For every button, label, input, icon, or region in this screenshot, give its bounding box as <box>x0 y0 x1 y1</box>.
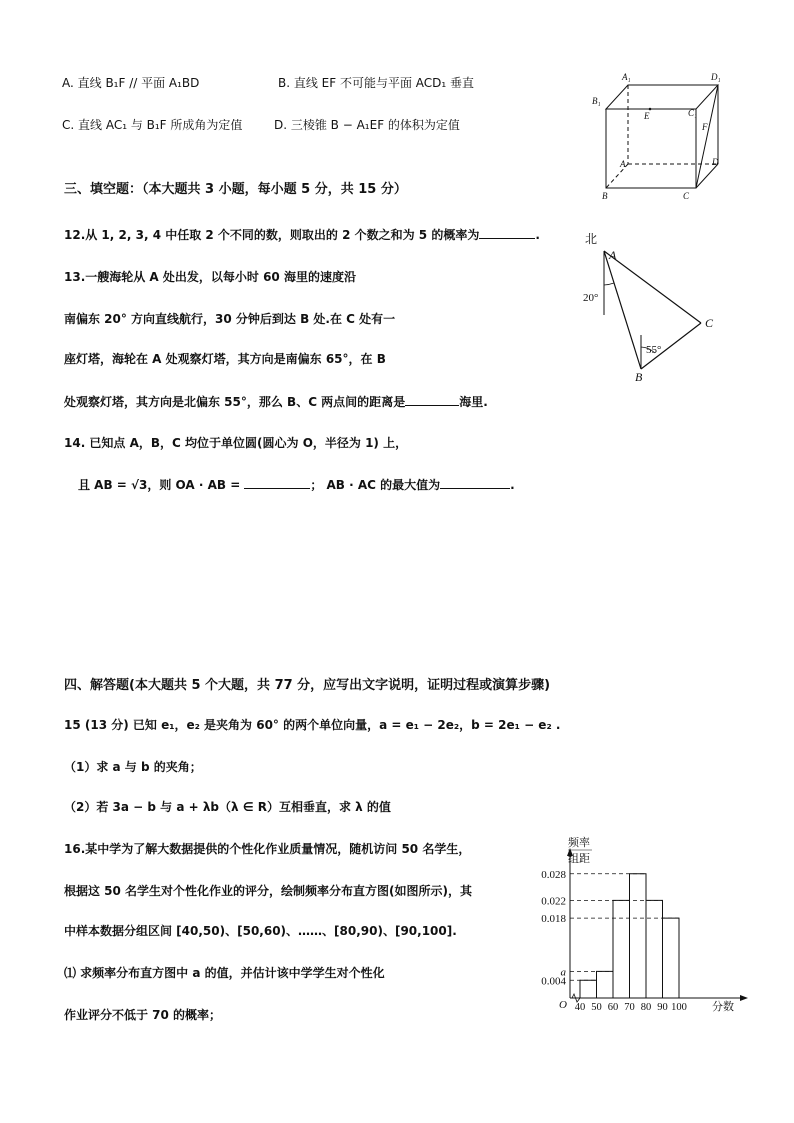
q15-part1: （1）求 a 与 b 的夹角； <box>64 760 202 774</box>
q16-line1: 16.某中学为了解大数据提供的个性化作业质量情况，随机访问 50 名学生， <box>64 842 471 856</box>
histogram-bar <box>613 900 630 998</box>
q16-line4: ⑴ 求频率分布直方图中 a 的值，并估计该中学学生对个性化 <box>64 966 385 980</box>
point-e <box>649 108 652 111</box>
x-tick-label: 100 <box>671 1002 687 1013</box>
q14-line2 <box>78 476 515 493</box>
q13-line4 <box>64 393 488 410</box>
label-north: 北 <box>585 232 598 246</box>
q13-line3: 座灯塔，海轮在 A 处观察灯塔，其方向是南偏东 65°，在 B <box>64 352 386 366</box>
q14-answer-blank-2[interactable] <box>440 476 510 489</box>
y-axis-label-bottom: 组距 <box>568 853 590 865</box>
x-tick-label: 80 <box>640 1002 652 1013</box>
label-d1: D₁ <box>711 72 721 82</box>
q14-line2-mid: ； AB · AC 的最大值为 <box>310 478 441 492</box>
section4-title: 四、解答题(本大题共 5 个大题，共 77 分，应写出文字说明，证明过程或演算步骤) <box>64 678 551 693</box>
x-tick-label: 50 <box>591 1002 602 1013</box>
q11-option-a: A. 直线 B₁F // 平面 A₁BD <box>62 76 200 90</box>
q15-part2: （2）若 3a − b 与 a + λb（λ ∈ R）互相垂直，求 λ 的值 <box>64 800 391 814</box>
label-angle-20: 20° <box>583 292 599 304</box>
nav-label-b: B <box>635 370 643 384</box>
histogram-bar <box>646 900 663 998</box>
label-b: B <box>602 191 608 201</box>
y-tick-label: 0.018 <box>541 913 566 926</box>
cube-top-face <box>606 85 718 109</box>
cube-diagonal-cd1 <box>696 85 718 188</box>
navigation-figure <box>575 225 725 385</box>
x-axis-label: 分数 <box>712 1001 734 1013</box>
histogram-bar <box>663 918 680 998</box>
label-f: F <box>702 122 708 132</box>
q16-line5: 作业评分不低于 70 的概率； <box>64 1008 222 1022</box>
q16-line2: 根据这 50 名学生对个性化作业的评分，绘制频率分布直方图(如图所示)，其 <box>64 884 473 898</box>
y-tick-label: a <box>560 966 566 979</box>
label-angle-55: 55° <box>646 344 662 356</box>
origin-label: O <box>559 999 567 1011</box>
frequency-histogram <box>528 837 758 1023</box>
histogram-bar <box>580 980 597 998</box>
nav-label-c: C <box>705 316 714 330</box>
q12-tail: . <box>535 228 540 242</box>
q12-text <box>64 226 540 243</box>
histogram-bar <box>597 971 614 998</box>
cube-edge-dc <box>696 164 718 188</box>
cube-front-face <box>606 109 696 188</box>
q11-option-b: B. 直线 EF 不可能与平面 ACD₁ 垂直 <box>278 76 475 90</box>
x-axis-arrow <box>740 995 748 1001</box>
q14-line1: 14. 已知点 A，B，C 均位于单位圆(圆心为 O，半径为 1) 上， <box>64 436 408 450</box>
q14-answer-blank-1[interactable] <box>244 476 310 489</box>
y-axis-label-top: 频率 <box>568 837 590 849</box>
y-tick-label: 0.028 <box>541 868 566 881</box>
q13-line2: 南偏东 20° 方向直线航行，30 分钟后到达 B 处.在 C 处有一 <box>64 312 396 326</box>
segment-ab <box>604 251 641 369</box>
label-d: D <box>712 157 719 167</box>
label-e: E <box>644 111 650 121</box>
q13-line4-tail: 海里. <box>459 395 488 409</box>
q13-answer-blank[interactable] <box>405 393 459 406</box>
y-tick-label: 0.004 <box>541 975 566 988</box>
q14-line2-tail: . <box>510 478 515 492</box>
q15-stem: 15 (13 分) 已知 e₁，e₂ 是夹角为 60° 的两个单位向量，a = e₁ − 2e₂，b = 2e₁ − e₂ . <box>64 718 561 732</box>
q12-answer-blank[interactable] <box>479 226 535 239</box>
q11-option-d: D. 三棱锥 B − A₁EF 的体积为定值 <box>274 118 460 132</box>
q13-line1: 13.一艘海轮从 A 处出发，以每小时 60 海里的速度沿 <box>64 270 356 284</box>
q12-stem: 12.从 1, 2, 3, 4 中任取 2 个不同的数，则取出的 2 个数之和为 5 的概率为 <box>64 228 480 242</box>
cube-figure <box>588 70 728 200</box>
label-a: A <box>620 159 626 169</box>
q16-line3: 中样本数据分组区间 [40,50)、[50,60)、……、[80,90)、[90,100]. <box>64 924 457 938</box>
label-c: C <box>683 191 690 201</box>
x-tick-label: 90 <box>657 1002 668 1013</box>
label-b1: B₁ <box>592 96 601 106</box>
x-tick-label: 40 <box>574 1002 586 1013</box>
q11-option-c: C. 直线 AC₁ 与 B₁F 所成角为定值 <box>62 118 243 132</box>
x-tick-label: 70 <box>624 1002 635 1013</box>
label-c1: C₁ <box>688 108 698 118</box>
histogram-bar <box>630 874 647 998</box>
segment-ac <box>604 251 701 323</box>
x-tick-label: 60 <box>607 1002 619 1013</box>
angle-20-arc <box>604 283 614 285</box>
section3-title: 三、填空题：（本大题共 3 小题，每小题 5 分，共 15 分） <box>64 182 407 197</box>
nav-label-a: A <box>609 248 617 262</box>
y-tick-label: 0.022 <box>541 895 566 908</box>
label-a1: A₁ <box>622 72 631 82</box>
q14-line2-stem: 且 AB = √3，则 OA · AB = <box>78 478 241 492</box>
q13-line4-stem: 处观察灯塔，其方向是北偏东 55°，那么 B、C 两点间的距离是 <box>64 395 406 409</box>
